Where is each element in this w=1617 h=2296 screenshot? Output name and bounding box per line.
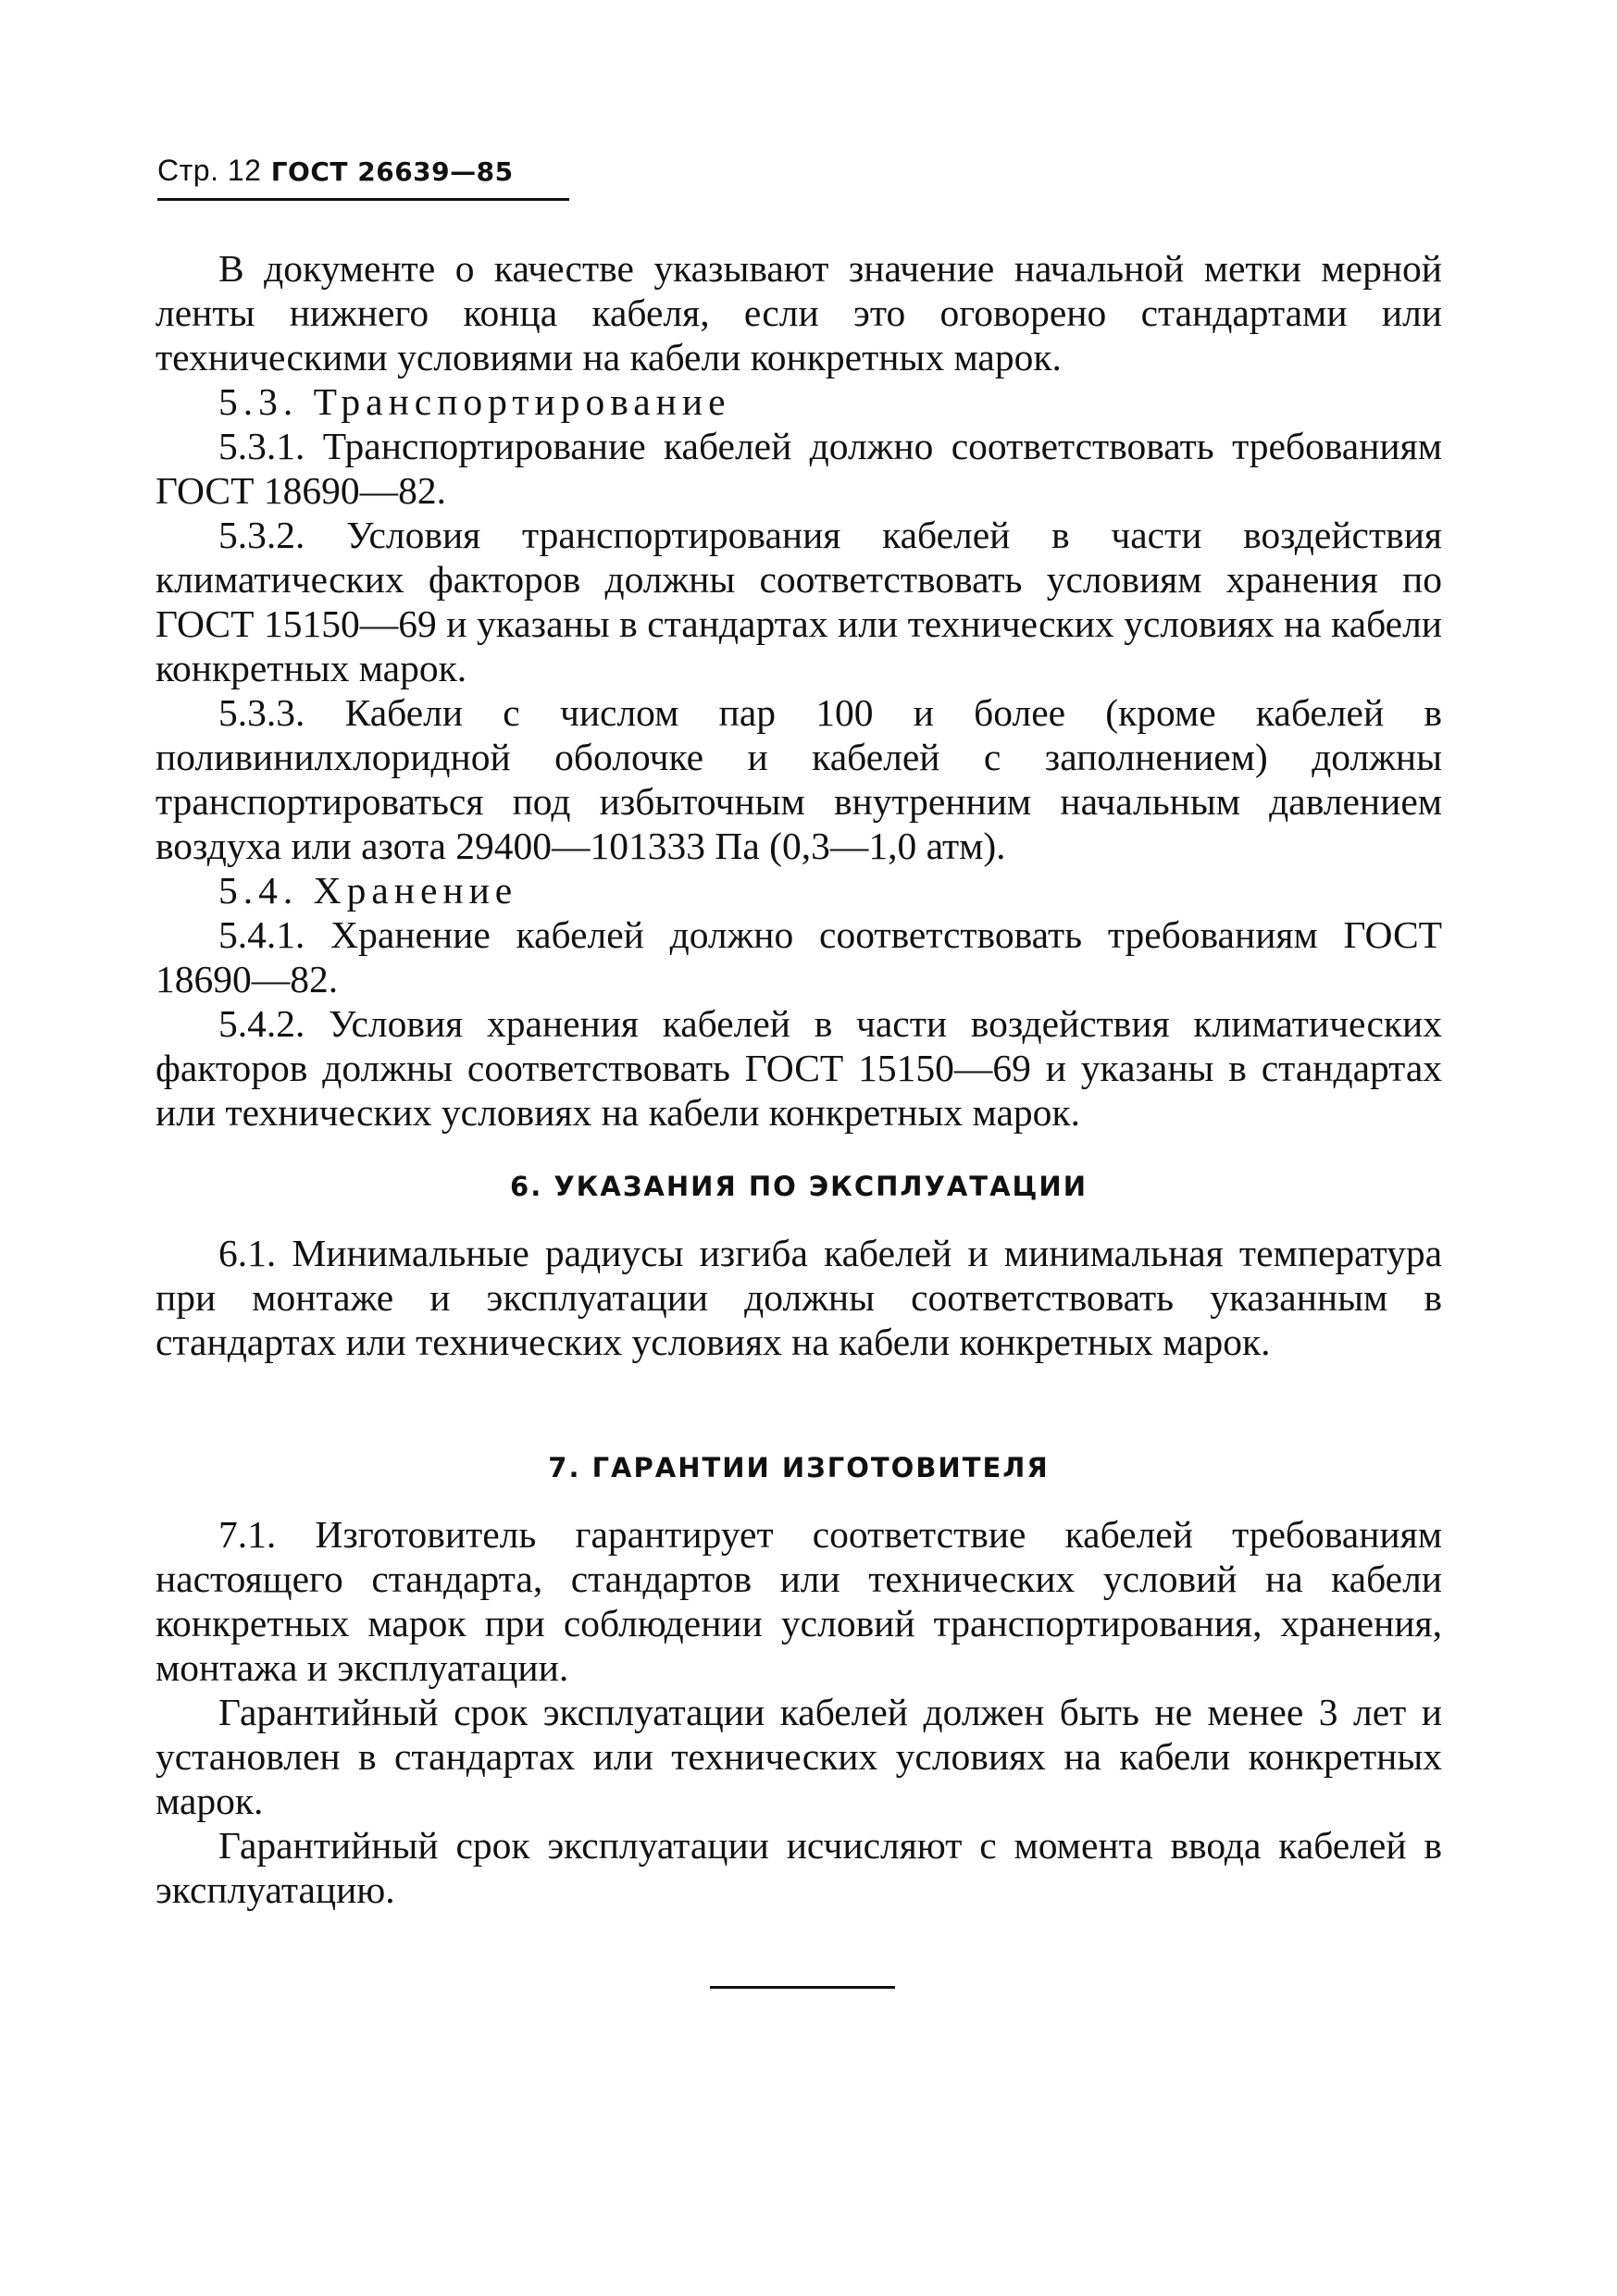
paragraph-5-3-3: 5.3.3. Кабели с числом пар 100 и более (кроме кабелей в поливинилхлоридной оболочке и кабелей с заполнением) должны транспортироваться под избыточным внутренним начальным давлением воздуха или азота 29400—101333 Па (0,3—1,0 атм).: [155, 691, 1442, 867]
subheading-storage: 5.4. Хранение: [218, 869, 518, 912]
paragraph-warranty-start: Гарантийный срок эксплуатации исчисляют с момента ввода кабелей в эксплуатацию.: [155, 1824, 1442, 1911]
block-quality-doc: [155, 246, 1442, 379]
paragraph-5-3-1: 5.3.1. Транспортирование кабелей должно соответствовать требованиям ГОСТ 18690—82.: [155, 425, 1442, 512]
block-7: [155, 1512, 1442, 1912]
paragraph-warranty-term: Гарантийный срок эксплуатации кабелей должен быть не менее 3 лет и установлен в стандартах или технических условиях на кабели конкретных марок.: [155, 1691, 1442, 1822]
paragraph-7-1: 7.1. Изготовитель гарантирует соответствие кабелей требованиям настоящего стандарта, стандартов или технических условий на кабели конкретных марок при соблюдении условий транспортирования, хранения, монтажа и эксплуатации.: [155, 1513, 1442, 1689]
end-rule: [710, 1986, 895, 1989]
block-6-1: [155, 1231, 1442, 1364]
paragraph-5-3-2: 5.3.2. Условия транспортирования кабелей в части воздействия климатических факторов должны соответствовать условиям хранения по ГОСТ 15150—69 и указаны в стандартах или технических условиях на кабели конкретных марок.: [155, 514, 1442, 689]
paragraph-6-1: 6.1. Минимальные радиусы изгиба кабелей и минимальная температура при монтаже и эксплуатации должны соответствовать указанным в стандартах или технических условиях на кабели конкретных марок.: [155, 1232, 1442, 1363]
block-section-6: [155, 1164, 1442, 1209]
paragraph-quality-document: В документе о качестве указывают значение начальной метки мерной ленты нижнего конца кабеля, если это оговорено стандартами или техническими условиями на кабели конкретных марок.: [155, 247, 1442, 379]
block-section-7: [155, 1446, 1442, 1490]
section-6-title: 6. УКАЗАНИЯ ПО ЭКСПЛУАТАЦИИ: [510, 1171, 1088, 1202]
header-rule: [157, 198, 569, 201]
page-header: [157, 154, 514, 188]
paragraph-5-4-1: 5.4.1. Хранение кабелей должно соответствовать требованиям ГОСТ 18690—82.: [155, 913, 1442, 1000]
block-transport: [155, 379, 1442, 1135]
subheading-transport: 5.3. Транспортирование: [218, 380, 731, 423]
page-number: Стр. 12: [157, 154, 262, 187]
section-7-title: 7. ГАРАНТИИ ИЗГОТОВИТЕЛЯ: [548, 1452, 1050, 1483]
paragraph-5-4-2: 5.4.2. Условия хранения кабелей в части воздействия климатических факторов должны соответствовать ГОСТ 15150—69 и указаны в стандартах или технических условиях на кабели конкретных марок.: [155, 1002, 1442, 1134]
standard-code: ГОСТ 26639—85: [270, 156, 514, 187]
